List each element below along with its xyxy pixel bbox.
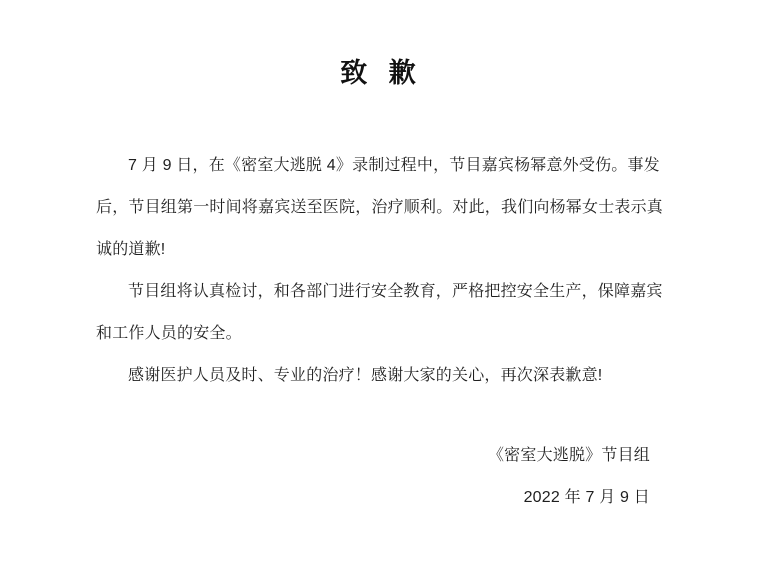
body-line: 和工作人员的安全。 (96, 325, 242, 342)
body-line: 感谢医护人员及时、专业的治疗！感谢大家的关心，再次深表歉意! (128, 367, 603, 384)
body-line: 后，节目组第一时间将嘉宾送至医院，治疗顺利。对此，我们向杨幂女士表示真 (96, 199, 664, 216)
body-line: 节目组将认真检讨，和各部门进行安全教育，严格把控安全生产，保障嘉宾 (128, 283, 663, 300)
document-body (96, 145, 666, 397)
signature-block (0, 435, 758, 519)
signature: 《密室大逃脱》节目组 (487, 447, 650, 464)
body-line: 7 月 9 日，在《密室大逃脱 4》录制过程中，节目嘉宾杨幂意外受伤。事发 (128, 157, 660, 174)
date: 2022 年 7 月 9 日 (523, 489, 650, 506)
document-title: 致 歉 (340, 58, 418, 88)
body-line: 诚的道歉! (96, 241, 166, 258)
